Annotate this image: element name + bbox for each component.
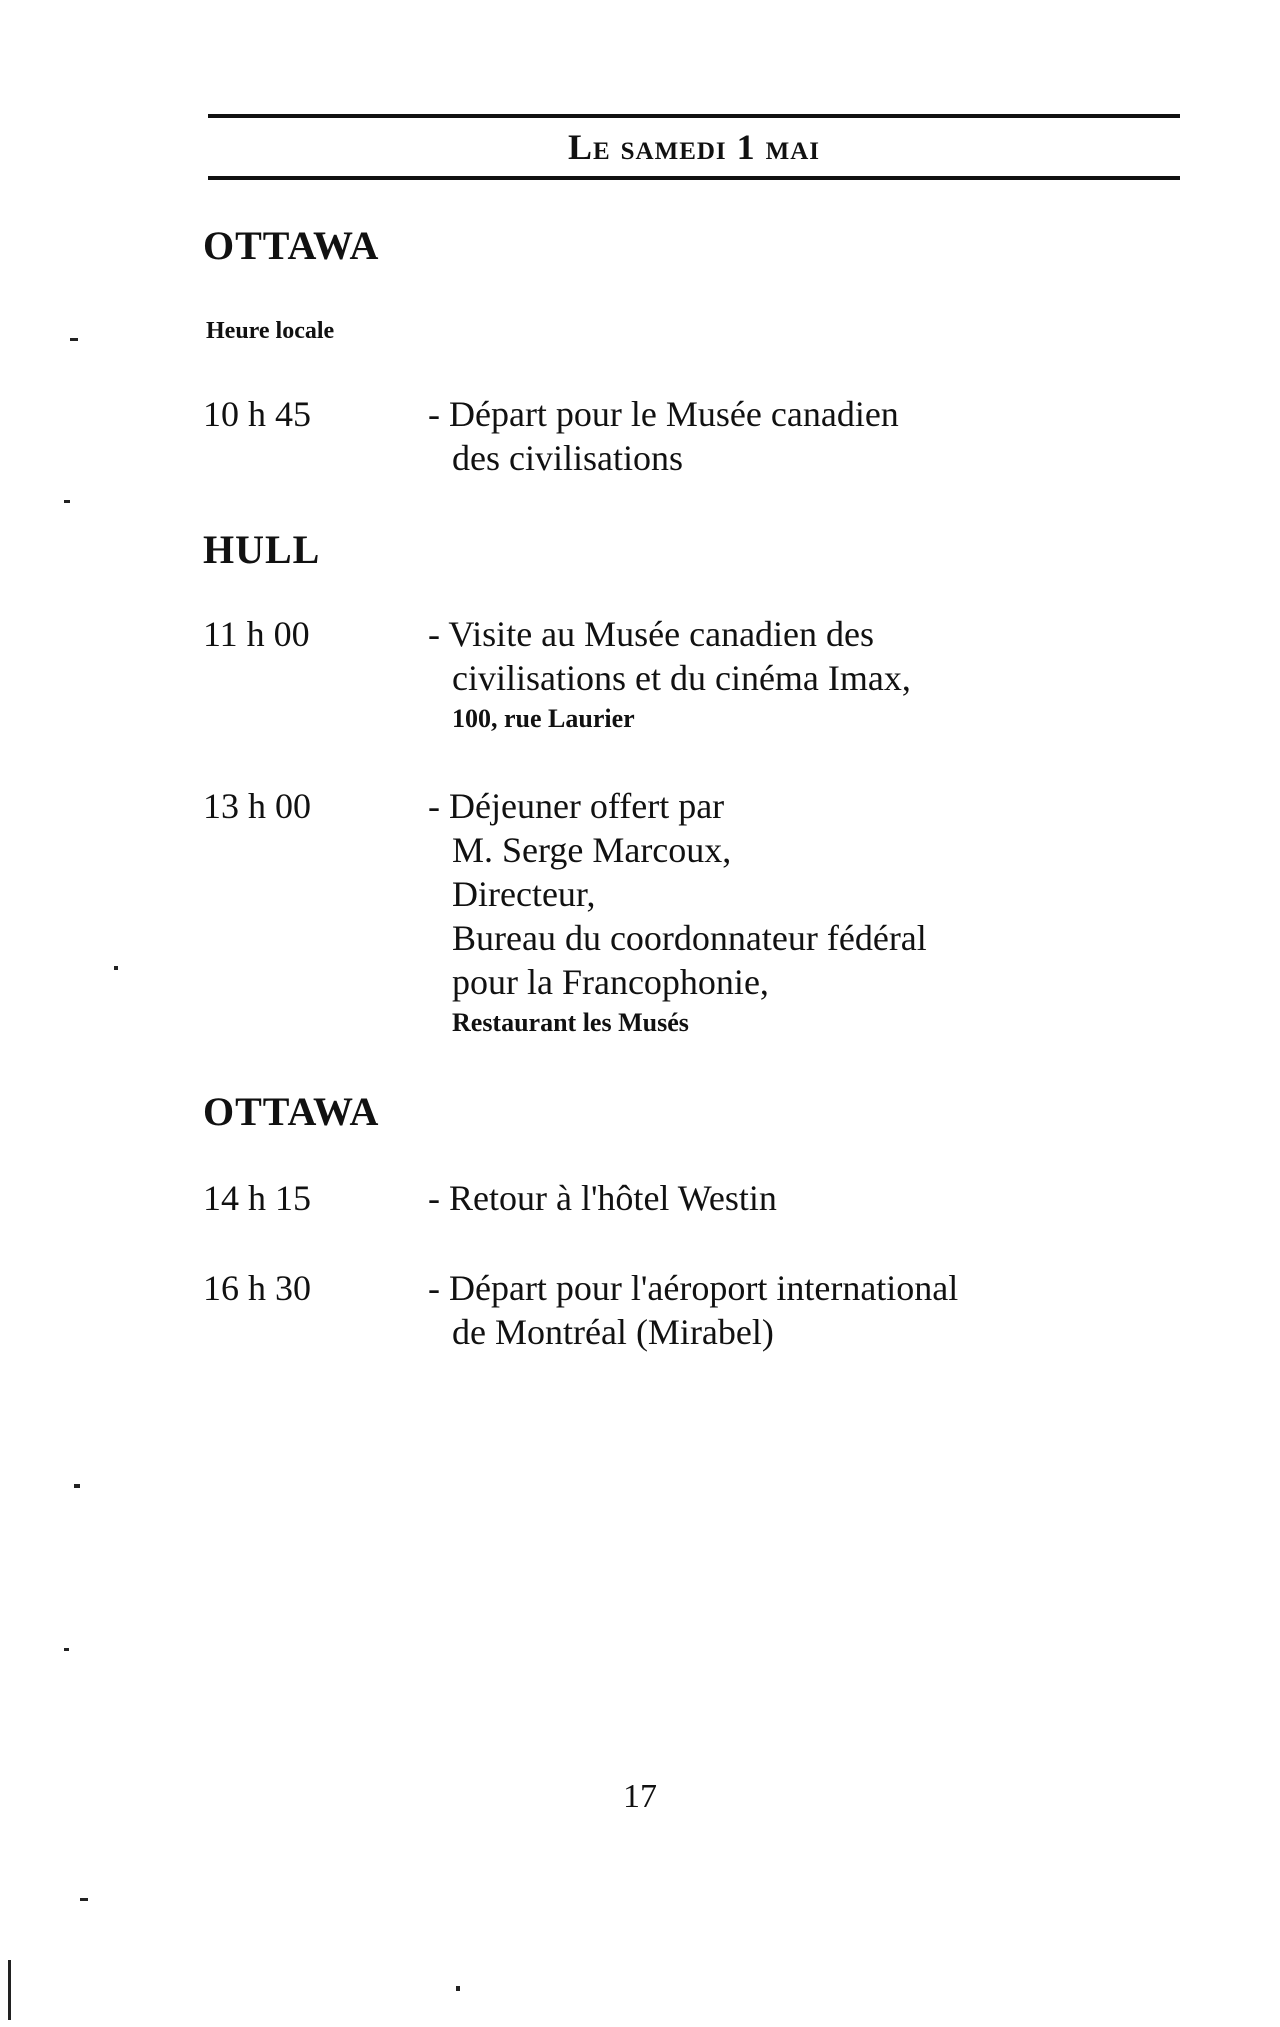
scan-speck [64,500,70,503]
scan-speck [456,1986,460,1991]
scan-speck [70,338,78,341]
entry-time: 13 h 00 [203,786,311,826]
scan-speck [64,1648,69,1651]
scan-speck [114,966,118,970]
description-line: - Déjeuner offert par [428,786,725,826]
scan-edge-mark [8,1960,11,2020]
description-line: Directeur, [452,874,596,914]
description-line: Bureau du coordonnateur fédéral [452,918,927,958]
description-line: - Départ pour le Musée canadien [428,394,899,434]
description-line: M. Serge Marcoux, [452,830,732,870]
scan-speck [74,1484,80,1488]
description-line: de Montréal (Mirabel) [452,1312,774,1352]
entry-time: 11 h 00 [203,614,310,654]
city-heading-ottawa: OTTAWA [203,223,380,268]
description-line: des civilisations [452,438,683,478]
entry-description [428,392,1168,480]
entry-description [428,1266,1168,1354]
description-line: - Départ pour l'aéroport international [428,1268,959,1308]
entry-description [428,1176,1168,1220]
entry-time: 10 h 45 [203,394,311,434]
entry-description [428,612,1168,738]
description-line: civilisations et du cinéma Imax, [452,658,911,698]
page-header-title: Le samedi 1 mai [567,127,821,167]
scan-speck [80,1898,88,1901]
description-line: - Retour à l'hôtel Westin [428,1178,777,1218]
entry-description [428,784,1168,1042]
page-number: 17 [623,1778,657,1815]
header-bottom-rule [208,176,1180,180]
city-heading-hull: HULL [203,527,321,572]
entry-time: 14 h 15 [203,1178,311,1218]
local-time-label: Heure locale [206,318,335,344]
entry-location: Restaurant les Musés [452,1008,689,1037]
description-line: pour la Francophonie, [452,962,769,1002]
entry-location: 100, rue Laurier [452,704,635,733]
header-top-rule [208,114,1180,118]
city-heading-ottawa: OTTAWA [203,1089,380,1134]
description-line: - Visite au Musée canadien des [428,614,875,654]
entry-time: 16 h 30 [203,1268,311,1308]
